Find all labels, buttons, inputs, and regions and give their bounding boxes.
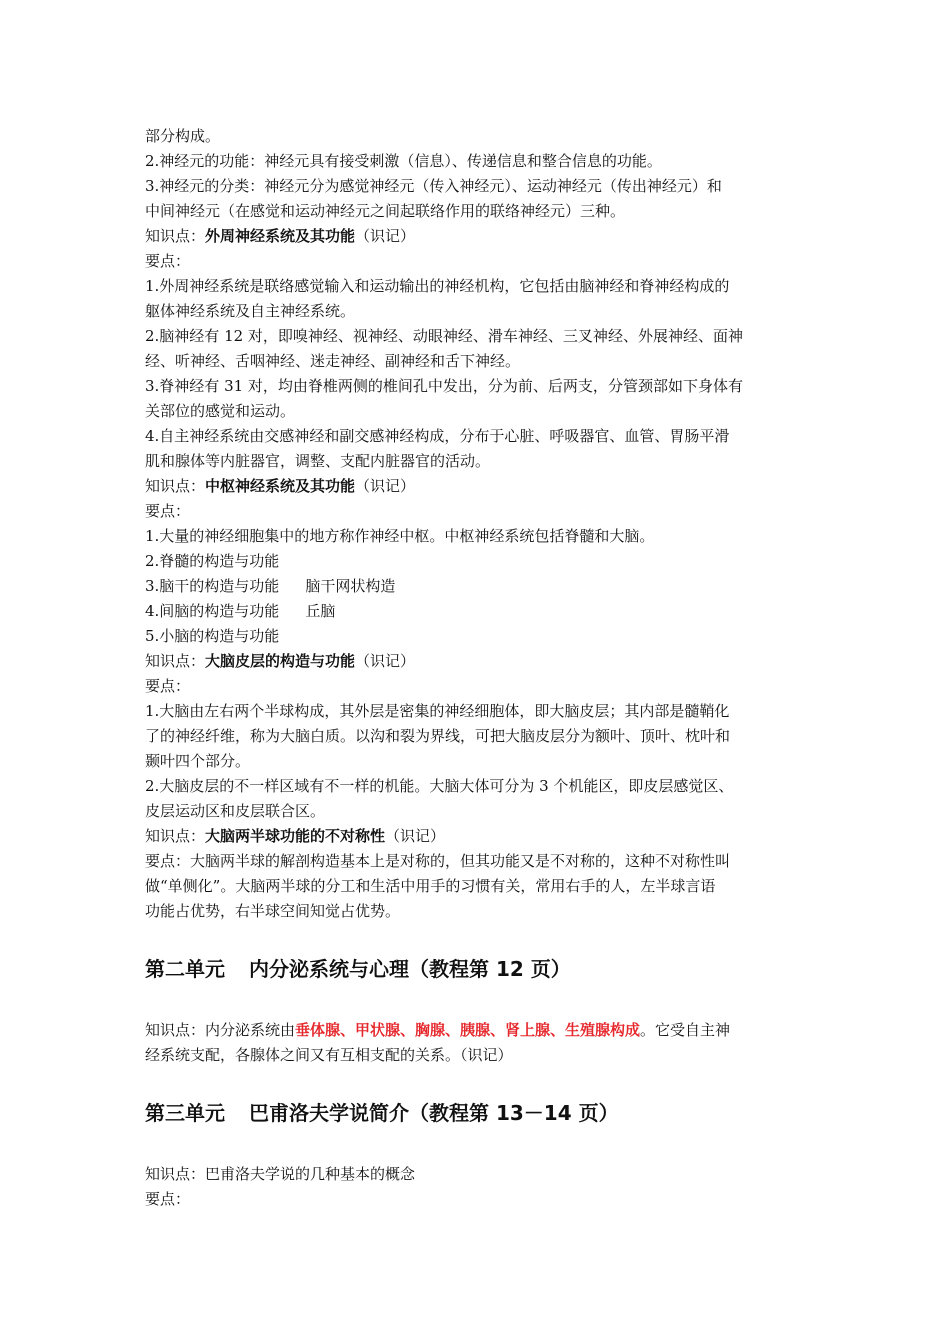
unit-title: 内分泌系统与心理（教程第 12 页） [249, 957, 571, 981]
kp-suffix: 。它受自主神 [640, 1021, 731, 1039]
knowledge-point-cortex [145, 649, 807, 674]
paragraph-line [145, 599, 807, 624]
kp-prefix: 知识点： [145, 227, 206, 245]
paragraph-line: 2.脑神经有 12 对，即嗅神经、视神经、动眼神经、滑车神经、三叉神经、外展神经、面神 [145, 327, 743, 345]
paragraph-line: 2.神经元的功能：神经元具有接受刺激（信息）、传递信息和整合信息的功能。 [145, 152, 662, 170]
list-item-note: 脑干网状构造 [305, 577, 396, 595]
kp-title: 外周神经系统及其功能 [205, 227, 356, 245]
kp-title: 大脑皮层的构造与功能 [205, 652, 356, 670]
key-points-label: 要点： [145, 1190, 191, 1208]
paragraph-line: 肌和腺体等内脏器官，调整、支配内脏器官的活动。 [145, 452, 491, 470]
kp-prefix: 知识点： [145, 477, 206, 495]
paragraph-line: 1.外周神经系统是联络感觉输入和运动输出的神经机构，它包括由脑神经和脊神经构成的 [145, 277, 730, 295]
knowledge-point-peripheral-nerve [145, 224, 807, 249]
list-item-text: 4.间脑的构造与功能 [145, 602, 280, 620]
paragraph-line: 2.脊髓的构造与功能 [145, 552, 280, 570]
paragraph-line: 1.大脑由左右两个半球构成，其外层是密集的神经细胞体，即大脑皮层；其内部是髓鞘化 [145, 702, 730, 720]
paragraph-line: 做“单侧化”。大脑两半球的分工和生活中用手的习惯有关，常用右手的人，左半球言语 [145, 877, 716, 895]
kp-suffix: （识记） [385, 827, 446, 845]
paragraph-line: 3.神经元的分类：神经元分为感觉神经元（传入神经元）、运动神经元（传出神经元）和 [145, 177, 722, 195]
unit-number: 第三单元 [145, 1101, 225, 1125]
paragraph-line: 2.大脑皮层的不一样区域有不一样的机能。大脑大体可分为 3 个机能区，即皮层感觉区、 [145, 777, 734, 795]
paragraph-line [145, 574, 807, 599]
key-points-label: 要点： [145, 502, 191, 520]
kp-prefix: 知识点：内分泌系统由 [145, 1021, 296, 1039]
paragraph-line: 4.自主神经系统由交感神经和副交感神经构成，分布于心脏、呼吸器官、血管、胃肠平滑 [145, 427, 730, 445]
kp-title: 中枢神经系统及其功能 [205, 477, 356, 495]
paragraph-line: 经系统支配，各腺体之间又有互相支配的关系。（识记） [145, 1046, 513, 1064]
unit-2-heading [145, 954, 807, 984]
knowledge-point-asymmetry [145, 824, 807, 849]
paragraph-line: 功能占优势，右半球空间知觉占优势。 [145, 902, 401, 920]
key-points-label: 要点： [145, 677, 191, 695]
list-item-text: 3.脑干的构造与功能 [145, 577, 280, 595]
knowledge-point-central-nerve [145, 474, 807, 499]
key-points-label: 要点： [145, 252, 191, 270]
unit-3-heading [145, 1098, 807, 1128]
paragraph-line: 要点：大脑两半球的解剖构造基本上是对称的，但其功能又是不对称的，这种不对称性叫 [145, 852, 731, 870]
paragraph-line: 了的神经纤维，称为大脑白质。以沟和裂为界线，可把大脑皮层分为额叶、顶叶、枕叶和 [145, 727, 731, 745]
unit-number: 第二单元 [145, 957, 225, 981]
document-body [145, 124, 807, 1212]
paragraph-line: 皮层运动区和皮层联合区。 [145, 802, 326, 820]
kp-suffix: （识记） [355, 227, 416, 245]
paragraph-line: 5.小脑的构造与功能 [145, 627, 280, 645]
paragraph-line: 部分构成。 [145, 127, 221, 145]
highlighted-glands: 垂体腺、甲状腺、胸腺、胰腺、肾上腺、生殖腺构成 [295, 1021, 641, 1039]
paragraph-line: 躯体神经系统及自主神经系统。 [145, 302, 356, 320]
paragraph-line: 关部位的感觉和运动。 [145, 402, 296, 420]
kp-title: 大脑两半球功能的不对称性 [205, 827, 386, 845]
kp-suffix: （识记） [355, 477, 416, 495]
kp-suffix: （识记） [355, 652, 416, 670]
kp-prefix: 知识点： [145, 652, 206, 670]
endocrine-knowledge-point [145, 1018, 807, 1043]
paragraph-line: 知识点：巴甫洛夫学说的几种基本的概念 [145, 1165, 416, 1183]
paragraph-line: 中间神经元（在感觉和运动神经元之间起联络作用的联络神经元）三种。 [145, 202, 626, 220]
paragraph-line: 3.脊神经有 31 对，均由脊椎两侧的椎间孔中发出，分为前、后两支，分管颈部如下身体有 [145, 377, 743, 395]
unit-title: 巴甫洛夫学说简介（教程第 13－14 页） [249, 1101, 619, 1125]
paragraph-line: 经、听神经、舌咽神经、迷走神经、副神经和舌下神经。 [145, 352, 521, 370]
paragraph-line: 颞叶四个部分。 [145, 752, 251, 770]
paragraph-line: 1.大量的神经细胞集中的地方称作神经中枢。中枢神经系统包括脊髓和大脑。 [145, 527, 655, 545]
kp-prefix: 知识点： [145, 827, 206, 845]
list-item-note: 丘脑 [305, 602, 336, 620]
